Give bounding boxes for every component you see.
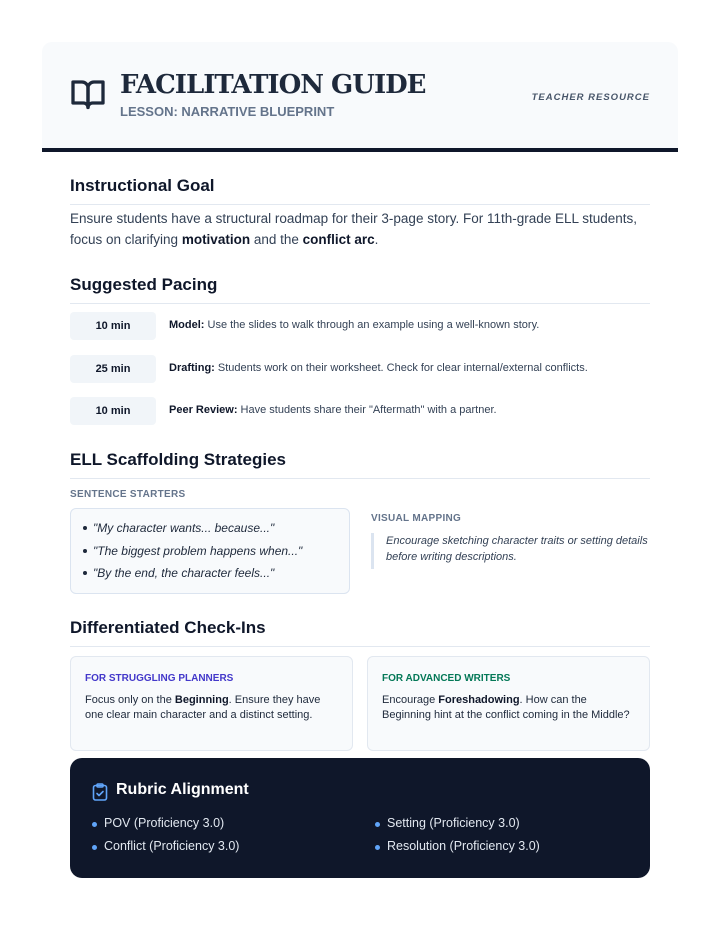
pacing-description: Peer Review: Have students share their "Aftermath" with a partner. [169,404,497,416]
checkins-heading: Differentiated Check-Ins [70,618,650,647]
time-badge: 10 min [70,312,156,340]
card-label: FOR STRUGGLING PLANNERS [85,673,234,684]
list-item: "By the end, the character feels..." [83,566,345,580]
visual-mapping-label: VISUAL MAPPING [371,513,462,524]
pacing-row [70,312,650,340]
pacing-description: Drafting: Students work on their worksheet. Check for clear internal/external conflicts. [169,362,588,374]
goal-text: Ensure students have a structural roadmap for their 3-page story. For 11th-grade ELL students, focus on clarifying motivation and the conflict arc. [70,211,638,247]
header-divider [42,148,678,152]
struggling-card [70,656,353,751]
pacing-row [70,397,650,425]
clipboard-check-icon [92,783,108,801]
sentence-starters-box [70,508,350,594]
goal-heading: Instructional Goal [70,176,650,205]
pacing-heading: Suggested Pacing [70,275,650,304]
book-open-icon [70,76,106,112]
card-text: Encourage Foreshadowing. How can the Beginning hint at the conflict coming in the Middle? [382,694,630,721]
time-badge: 25 min [70,355,156,383]
rubric-item: Setting (Proficiency 3.0) [387,816,520,830]
pacing-row [70,355,650,383]
rubric-item: Conflict (Proficiency 3.0) [104,839,240,853]
card-label: FOR ADVANCED WRITERS [382,673,511,684]
resource-tag: TEACHER RESOURCE [531,92,650,103]
time-badge: 10 min [70,397,156,425]
list-item: "The biggest problem happens when..." [83,544,345,558]
advanced-card [367,656,650,751]
rubric-item: POV (Proficiency 3.0) [104,816,225,830]
page-title: FACILITATION GUIDE [120,70,426,100]
card-text: Focus only on the Beginning. Ensure they have one clear main character and a distinct setting. [85,694,321,721]
rubric-title: Rubric Alignment [116,781,249,798]
rubric-panel [70,758,650,878]
sentence-starters-label: SENTENCE STARTERS [70,489,186,500]
lesson-subtitle: LESSON: NARRATIVE BLUEPRINT [120,104,335,119]
visual-mapping-text: Encourage sketching character traits or setting details before writing descriptions. [371,533,651,569]
pacing-description: Model: Use the slides to walk through an example using a well-known story. [169,319,540,331]
rubric-item: Resolution (Proficiency 3.0) [387,839,540,853]
ell-heading: ELL Scaffolding Strategies [70,450,650,479]
header [42,42,678,148]
list-item: "My character wants... because..." [83,521,345,535]
